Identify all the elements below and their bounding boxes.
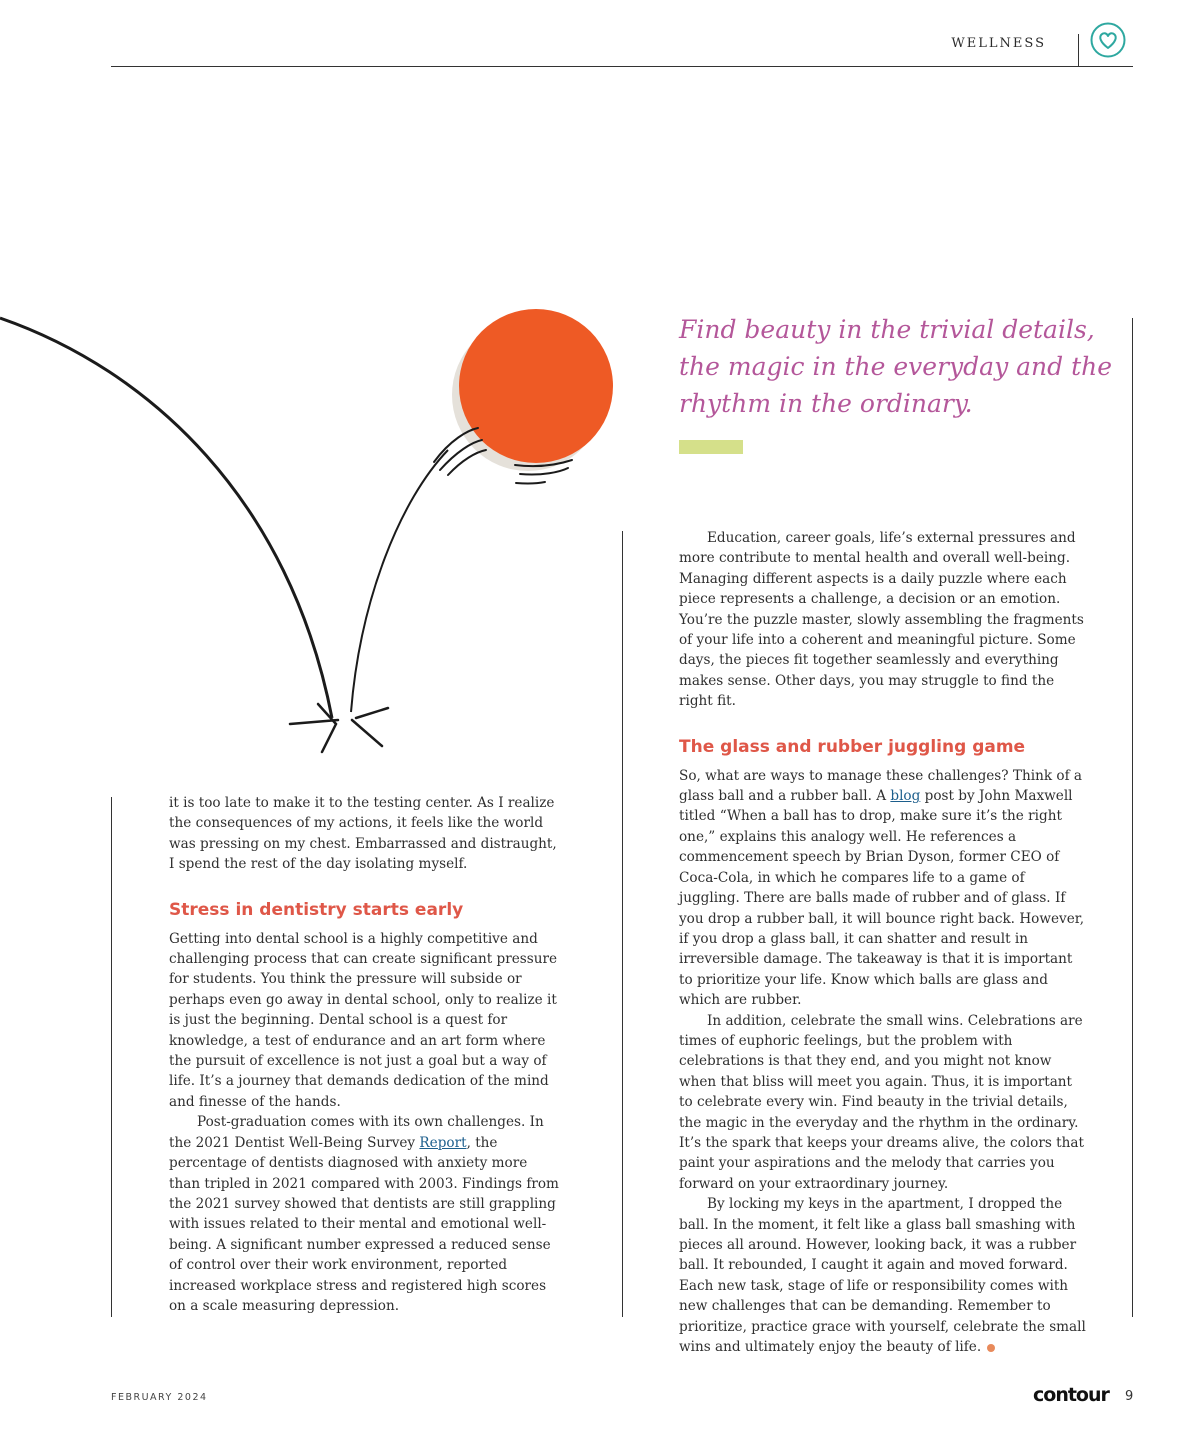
left-column-rule [111, 797, 112, 1317]
paragraph: Education, career goals, life’s external pressures and more contribute to mental health and overall well-being. Managing different aspects is a daily puzzle where each piece represents a challenge, a decision or an emotion. You’re the puzzle master, slowly assembling the fragments of your life into a coherent and meaningful picture. Some days, the pieces fit together seamlessly and everything makes sense. Other days, you may struggle to find the right fit. [679, 530, 1084, 710]
pull-quote-bar [679, 440, 743, 454]
blog-link[interactable]: blog [890, 788, 921, 805]
paragraph-text: , the percentage of dentists diagnosed with anxiety more than tripled in 2021 compared with 2003. Findings from the 2021 survey showed that dentists are still grappling with issues related to their mental and emotional well-being. A significant number expressed a reduced sense of control over their work environment, reported increased workplace stress and registered high scores on a scale measuring depression. [169, 1134, 559, 1314]
rebound-line [351, 450, 448, 712]
paragraph-text: Post-graduation comes with its own challenges. In the 2021 Dentist Well-Being Survey [169, 1114, 544, 1151]
paragraph: In addition, celebrate the small wins. Celebrations are times of euphoric feelings, but the problem with celebrations is that they end, and you might not know when that bliss will meet you again. Thus, it is important to celebrate every win. Find beauty in the trivial details, the magic in the everyday and the rhythm in the ordinary. It’s the spark that keeps your dreams alive, the colors that paint your aspirations and the melody that carries you forward on your extraordinary journey. [679, 1012, 1084, 1192]
brand-logo: contour [1033, 1384, 1109, 1406]
header-divider-tick [1078, 34, 1079, 67]
right-column [679, 528, 1089, 1357]
paragraph [679, 766, 1089, 1011]
paragraph [169, 1112, 559, 1316]
section-heading: The glass and rubber juggling game [679, 736, 1026, 757]
paragraph [679, 1194, 1089, 1357]
section-label: WELLNESS [951, 36, 1046, 51]
paragraph-text: So, what are ways to manage these challenges? Think of a glass ball and a rubber ball. A [679, 767, 1083, 805]
bouncing-ball-illustration [0, 300, 660, 760]
end-mark-dot [987, 1344, 995, 1352]
section-heading: Stress in dentistry starts early [169, 899, 464, 920]
footer-date: FEBRUARY 2024 [111, 1392, 208, 1403]
pull-quote: Find beauty in the trivial details, the magic in the everyday and the rhythm in the ordinary. [679, 315, 1113, 418]
trajectory-line [0, 318, 332, 718]
page-number: 9 [1125, 1389, 1134, 1404]
left-column [169, 793, 559, 1316]
paragraph-text: By locking my keys in the apartment, I dropped the ball. In the moment, it felt like a glass ball smashing with pieces all around. However, looking back, it was a rubber ball. It rebounded, I caught it again and moved forward. Each new task, stage of life or responsibility comes with new challenges that can be demanding. Remember to prioritize, practice grace with yourself, celebrate the small wins and ultimately enjoy the beauty of life. [679, 1196, 1086, 1356]
report-link[interactable]: Report [419, 1134, 467, 1151]
header-rule [111, 66, 1133, 67]
impact-splash [290, 704, 388, 752]
paragraph: it is too late to make it to the testing center. As I realize the consequences of my actions, it feels like the world was pressing on my chest. Embarrassed and distraught, I spend the rest of the day isolating myself. [169, 795, 557, 873]
heart-icon [1090, 22, 1126, 58]
middle-column-rule [622, 531, 623, 1317]
paragraph-text: post by John Maxwell titled “When a ball has to drop, make sure it’s the right one,” explains this analogy well. He references a commencement speech by Brian Dyson, former CEO of Coca-Cola, in which he compares life to a game of juggling. There are balls made of rubber and of glass. If you drop a rubber ball, it will bounce right back. However, if you drop a glass ball, it can shatter and result in irreversible damage. The takeaway is that it is important to prioritize your life. Know which balls are glass and which are rubber. [679, 788, 1085, 1009]
paragraph: Getting into dental school is a highly competitive and challenging process that can create significant pressure for students. You think the pressure will subside or perhaps even go away in dental school, only to realize it is just the beginning. Dental school is a quest for knowledge, a test of endurance and an art form where the pursuit of excellence is not just a goal but a way of life. It’s a journey that demands dedication of the mind and finesse of the hands. [169, 930, 558, 1110]
right-column-rule [1132, 318, 1133, 1317]
